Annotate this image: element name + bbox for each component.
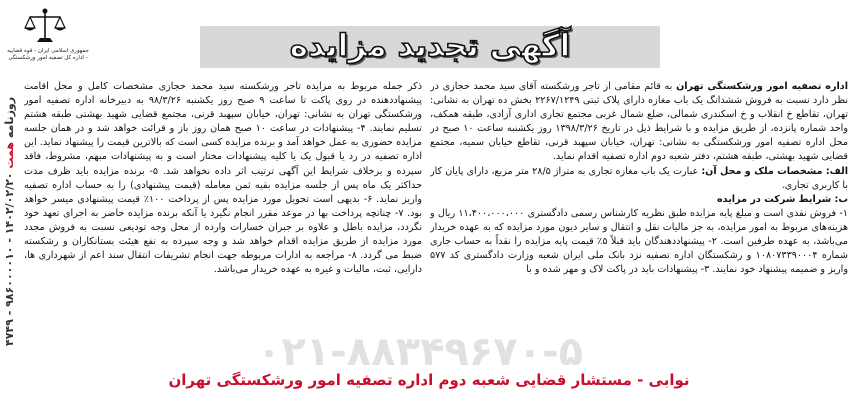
intro-text: به قائم مقامی از تاجر ورشکسته آقای سید محمد حجازی در نظر دارد نسبت به فروش ششدانگ یک باب مغازه دارای پلاک ثبتی ۲۲۶۷/۱۲۴۹ بخش ده تهران به نشانی: تهران، تقاطع خ انقلاب و خ اسکندری شمالی، ضلع شمال غربی مجتمع تجاری اداری آزادی، طبقه همکف، واحد شماره پانزده، از طریق مزایده و با شرایط ذیل در تاریخ ۱۳۹۸/۳/۲۶ روز یکشنبه ساعت ۱۰ صبح در محل اداره تصفیه امور ورشکستگی به نشانی: تهران، خیابان سپهبد قرنی، تقاطع خیابان سمیه، مجتمع قضایی شهید بهشتی، طبقه هشتم، دفتر شعبه دوم اداره تصفیه اقدام نماید.: [430, 81, 848, 163]
page-title: آگهی تجدید مزایده: [289, 28, 571, 64]
notice-left-column: [24, 80, 422, 358]
property-section: [430, 165, 848, 193]
notice-intro-paragraph: [430, 80, 848, 165]
conditions-section-text: ۱- فروش نقدی است و مبلغ پایه مزایده طبق نظریه کارشناس رسمی دادگستری ۱۱،۴۰۰،۰۰۰،۰۰۰ ریال و هزینه‌های مربوط به امور مزایده، به جز مالیات نقل و انتقال و سایر دیون مورد مزایده که به عهده خریدار می‌باشد، به عهده طرفین است. ۲- پیشنهاددهندگان باید قبلاً ۵٪ قیمت پایه مزایده را نقداً به حساب جاری شماره ۱۰۸۰۷۳۳۹۰۰۰۴ و رشکستگان اداره تصفیه نزد بانک ملی ایران شعبه وزارت دادگستری کد ۵۷۷ واریز و ضمیمه پیشنهاد خود نمایند. ۳- پیشنهادات باید در پاکت لاک و مهر شده و با: [430, 207, 848, 276]
stamp-issue-info: ۱۴۰۲/۰۲/۲۰ - ۹۸۶۰۰۰۰۱۰ - ۴۷۴۹: [3, 172, 16, 346]
conditions-section-title: ب: شرایط شرکت در مزایده: [717, 193, 848, 205]
issuer-name: اداره تصفیه امور ورشکستگی تهران: [676, 81, 848, 92]
property-section-text: عبارت یک باب مغازه تجاری به متراژ ۲۸/۵ متر مربع، دارای پایان کار با کاربری تجاری.: [430, 165, 848, 191]
signature-footer: نوابی - مستشار قضایی شعبه دوم اداره تصفیه امور ورشکستگی تهران: [168, 371, 690, 389]
property-section-title: الف: مشخصات ملک و محل آن:: [701, 165, 848, 177]
newspaper-side-stamp: [0, 92, 20, 350]
judiciary-emblem-icon: [22, 6, 68, 46]
phone-watermark: ۰۲۱-۸۸۳۴۹۶۷۰-۵: [256, 329, 584, 375]
stamp-paper-label: روزنامه: [3, 96, 16, 138]
notice-right-column: [430, 80, 848, 370]
judiciary-caption: جمهوری اسلامی ایران - قوه قضاییه - اداره کل تصفیه امور ورشکستگی: [7, 48, 89, 61]
conditions-continued-text: ذکر جمله مربوط به مزایده تاجر ورشکسته سید محمد حجازی مشخصات کامل و محل اقامت پیشنهاددهنده در روی پاکت تا ساعت ۹ صبح روز یکشنبه ۹۸/۳/۲۶ به دبیرخانه اداره تصفیه امور ورشکستگی تهران به نشانی: تهران، خیابان سپهبد قرنی، مجتمع قضایی شهید بهشتی طبقه هشتم تسلیم نمایند. ۴- پیشنهادات در ساعت ۱۰ صبح همان روز باز و قرائت خواهد شد و در همان جلسه مزایده حضوری به عمل خواهد آمد و برنده مزایده کسی است که بالاترین قیمت را پیشنهاد نماید. این اداره تصفیه در رد یا قبول یک یا کلیه پیشنهادات مختار است و به پیشنهادات مبهم، مشروط، فاقد سپرده و برخلاف شرایط این آگهی ترتیب اثر داده نخواهد شد. ۵- برنده مزایده باید ظرف مدت حداکثر یک ماه پس از جلسه مزایده بقیه ثمن معامله (قیمت پیشنهادی) را به حساب اداره تصفیه واریز نماید. ۶- بدیهی است تحویل مورد مزایده پس از پرداخت ۱۰۰٪ قیمت پیشنهادی میسر خواهد بود. ۷- چنانچه پرداخت بها در موعد مقرر انجام نگیرد یا آنکه برنده مزایده حاضر به اجرای تعهد خود نگردد، مزایده باطل و علاوه بر جبران خسارات وارده از محل وجه تودیعی نسبت به فروش مجدد مورد مزایده از طریق مزایده اقدام خواهد شد و وجه سپرده به نفع هیئت بستانکاران و رشکسته ضبط می گردد. ۸- مراجعه به ادارات مربوطه جهت انجام تشریفات انتقال سند اعم از شهرداری ها، دارایی، ثبت، مالیات و غیره به عهده خریدار می‌باشد.: [24, 81, 422, 276]
stamp-paper-name: همت: [3, 141, 16, 169]
